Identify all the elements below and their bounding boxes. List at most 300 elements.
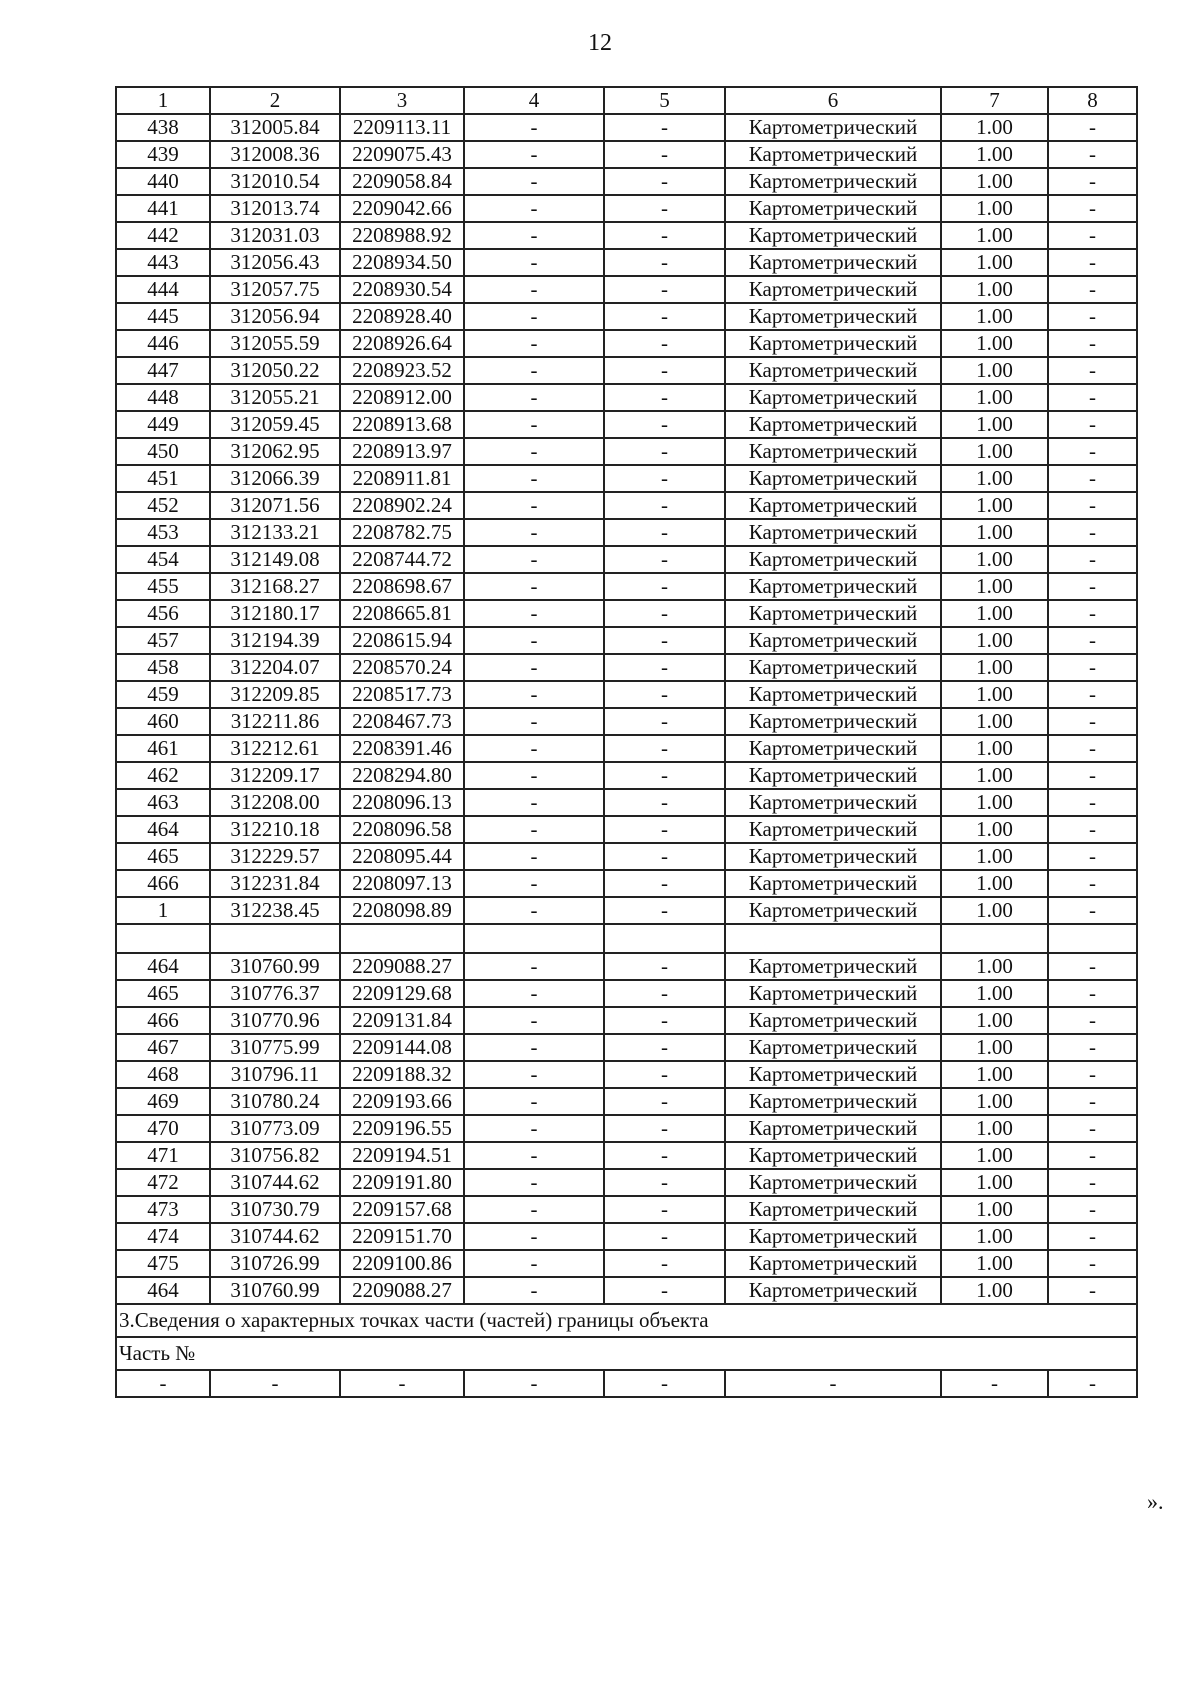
table-cell-col-4: - [464, 384, 604, 411]
table-cell-col-5: - [604, 870, 725, 897]
table-row [116, 330, 1137, 357]
table-body [116, 87, 1137, 1397]
table-cell-col-6: Картометрический [725, 141, 941, 168]
table-cell-col-3: 2208097.13 [340, 870, 464, 897]
table-cell-col-8: - [1048, 249, 1137, 276]
table-cell-col-5: - [604, 980, 725, 1007]
table-cell-col-6: Картометрический [725, 681, 941, 708]
table-cell-col-7: 1.00 [941, 816, 1048, 843]
part-cell-col-2: - [210, 1370, 340, 1397]
table-cell-col-5: - [604, 411, 725, 438]
table-row [116, 222, 1137, 249]
table-cell-col-2: 2 [210, 87, 340, 114]
table-cell-col-8: - [1048, 1142, 1137, 1169]
table-cell-col-8: - [1048, 600, 1137, 627]
table-header-row [116, 87, 1137, 114]
table-cell-col-4: - [464, 1169, 604, 1196]
table-cell-col-4: - [464, 1061, 604, 1088]
table-cell-col-8: - [1048, 1115, 1137, 1142]
table-cell-col-1: 452 [116, 492, 210, 519]
table-cell-col-3: 2208517.73 [340, 681, 464, 708]
table-cell-col-2: 310760.99 [210, 953, 340, 980]
table-cell-col-5: - [604, 1277, 725, 1304]
table-cell-col-6: Картометрический [725, 465, 941, 492]
table-cell-col-1 [116, 924, 210, 953]
table-cell-col-8: - [1048, 168, 1137, 195]
table-cell-col-1: 464 [116, 1277, 210, 1304]
table-cell-col-2: 312031.03 [210, 222, 340, 249]
table-cell-col-6: Картометрический [725, 762, 941, 789]
table-cell-col-1: 475 [116, 1250, 210, 1277]
table-cell-col-5: - [604, 1007, 725, 1034]
table-cell-col-7: 7 [941, 87, 1048, 114]
table-cell-col-7: 1.00 [941, 1142, 1048, 1169]
table-cell-col-1: 464 [116, 816, 210, 843]
table-row [116, 816, 1137, 843]
table-cell-col-4: - [464, 114, 604, 141]
table-cell-col-1: 459 [116, 681, 210, 708]
table-row [116, 1034, 1137, 1061]
table-cell-col-6: Картометрический [725, 708, 941, 735]
table-cell-col-1: 458 [116, 654, 210, 681]
table-row [116, 789, 1137, 816]
table-cell-col-2: 310756.82 [210, 1142, 340, 1169]
table-cell-col-4: - [464, 330, 604, 357]
table-cell-col-8: - [1048, 953, 1137, 980]
table-row [116, 465, 1137, 492]
table-cell-col-7: 1.00 [941, 222, 1048, 249]
table-cell-col-5: - [604, 1034, 725, 1061]
table-cell-col-8: - [1048, 1250, 1137, 1277]
table-cell-col-5: - [604, 303, 725, 330]
table-cell-col-1: 460 [116, 708, 210, 735]
table-cell-col-6 [725, 924, 941, 953]
table-cell-col-6: Картометрический [725, 1250, 941, 1277]
table-row [116, 573, 1137, 600]
table-cell-col-2: 312062.95 [210, 438, 340, 465]
table-cell-col-7: 1.00 [941, 276, 1048, 303]
table-cell-col-5: - [604, 735, 725, 762]
table-cell-col-3: 2209131.84 [340, 1007, 464, 1034]
table-cell-col-7: 1.00 [941, 357, 1048, 384]
table-cell-col-2: 312071.56 [210, 492, 340, 519]
table-row [116, 519, 1137, 546]
table-cell-col-8: - [1048, 330, 1137, 357]
table-cell-col-1: 453 [116, 519, 210, 546]
table-cell-col-8: - [1048, 762, 1137, 789]
table-cell-col-7: 1.00 [941, 546, 1048, 573]
table-cell-col-5: - [604, 1061, 725, 1088]
table-cell-col-3: 2208665.81 [340, 600, 464, 627]
table-cell-col-3: 2209157.68 [340, 1196, 464, 1223]
table-cell-col-8: - [1048, 1034, 1137, 1061]
table-cell-col-8: - [1048, 276, 1137, 303]
table-cell-col-4: - [464, 1142, 604, 1169]
table-cell-col-1: 449 [116, 411, 210, 438]
table-cell-col-6: Картометрический [725, 870, 941, 897]
table-cell-col-6: Картометрический [725, 1277, 941, 1304]
table-cell-col-8: - [1048, 816, 1137, 843]
table-cell-col-5: - [604, 708, 725, 735]
table-cell-col-4: - [464, 1223, 604, 1250]
table-cell-col-6: Картометрический [725, 573, 941, 600]
table-cell-col-3: 2208902.24 [340, 492, 464, 519]
table-cell-col-8: - [1048, 789, 1137, 816]
table-cell-col-7: 1.00 [941, 762, 1048, 789]
table-cell-col-4: - [464, 953, 604, 980]
table-cell-col-4: - [464, 654, 604, 681]
table-cell-col-7: 1.00 [941, 168, 1048, 195]
part-label: Часть № [116, 1337, 1137, 1370]
table-cell-col-1: 472 [116, 1169, 210, 1196]
table-cell-col-5: - [604, 195, 725, 222]
table-cell-col-8: - [1048, 411, 1137, 438]
table-row [116, 762, 1137, 789]
table-cell-col-2: 310796.11 [210, 1061, 340, 1088]
table-cell-col-2: 312005.84 [210, 114, 340, 141]
table-cell-col-1: 463 [116, 789, 210, 816]
table-cell-col-4: - [464, 627, 604, 654]
table-cell-col-3: 2209151.70 [340, 1223, 464, 1250]
table-cell-col-8: - [1048, 708, 1137, 735]
table-cell-col-7: 1.00 [941, 492, 1048, 519]
part-cell-col-4: - [464, 1370, 604, 1397]
table-cell-col-2: 310730.79 [210, 1196, 340, 1223]
table-cell-col-7: 1.00 [941, 1115, 1048, 1142]
table-cell-col-7: 1.00 [941, 141, 1048, 168]
table-cell-col-1: 439 [116, 141, 210, 168]
table-cell-col-2: 312008.36 [210, 141, 340, 168]
table-row [116, 546, 1137, 573]
table-cell-col-5: - [604, 438, 725, 465]
table-cell-col-2: 312180.17 [210, 600, 340, 627]
table-cell-col-4: - [464, 465, 604, 492]
table-cell-col-5: - [604, 816, 725, 843]
part-label-row [116, 1337, 1137, 1370]
table-cell-col-6: Картометрический [725, 276, 941, 303]
table-cell-col-3: 2208911.81 [340, 465, 464, 492]
table-cell-col-1: 461 [116, 735, 210, 762]
table-cell-col-8: - [1048, 1223, 1137, 1250]
table-cell-col-1: 448 [116, 384, 210, 411]
table-cell-col-4: - [464, 1007, 604, 1034]
table-cell-col-3: 2209113.11 [340, 114, 464, 141]
table-cell-col-8: - [1048, 735, 1137, 762]
table-cell-col-6: Картометрический [725, 843, 941, 870]
table-cell-col-7: 1.00 [941, 249, 1048, 276]
table-row [116, 1142, 1137, 1169]
table-cell-col-5: - [604, 276, 725, 303]
table-row [116, 1223, 1137, 1250]
table-cell-col-2: 312057.75 [210, 276, 340, 303]
table-cell-col-1: 466 [116, 870, 210, 897]
table-cell-col-6: Картометрический [725, 438, 941, 465]
table-cell-col-1: 454 [116, 546, 210, 573]
section-title-row [116, 1304, 1137, 1337]
table-cell-col-1: 446 [116, 330, 210, 357]
table-cell-col-5: - [604, 465, 725, 492]
table-cell-col-3: 2209194.51 [340, 1142, 464, 1169]
table-cell-col-3: 2208294.80 [340, 762, 464, 789]
table-cell-col-4: - [464, 357, 604, 384]
table-cell-col-7: 1.00 [941, 654, 1048, 681]
table-cell-col-1: 464 [116, 953, 210, 980]
table-cell-col-1: 440 [116, 168, 210, 195]
table-cell-col-3: 3 [340, 87, 464, 114]
table-cell-col-3: 2208096.13 [340, 789, 464, 816]
table-cell-col-4: - [464, 438, 604, 465]
table-cell-col-5: - [604, 492, 725, 519]
table-cell-col-4: - [464, 735, 604, 762]
table-cell-col-3: 2208098.89 [340, 897, 464, 924]
table-cell-col-4: - [464, 303, 604, 330]
table-cell-col-1: 465 [116, 980, 210, 1007]
table-cell-col-5: 5 [604, 87, 725, 114]
table-cell-col-2: 310775.99 [210, 1034, 340, 1061]
table-row [116, 168, 1137, 195]
table-cell-col-2: 312208.00 [210, 789, 340, 816]
table-cell-col-2: 310744.62 [210, 1169, 340, 1196]
table-cell-col-5: - [604, 600, 725, 627]
table-cell-col-1: 443 [116, 249, 210, 276]
table-cell-col-2: 310760.99 [210, 1277, 340, 1304]
table-cell-col-7: 1.00 [941, 330, 1048, 357]
table-cell-col-1: 465 [116, 843, 210, 870]
table-cell-col-6: Картометрический [725, 1034, 941, 1061]
table-cell-col-8: - [1048, 1007, 1137, 1034]
table-cell-col-6: Картометрический [725, 249, 941, 276]
table-row [116, 708, 1137, 735]
table-cell-col-2: 312149.08 [210, 546, 340, 573]
table-cell-col-8: - [1048, 303, 1137, 330]
table-cell-col-6: Картометрический [725, 1142, 941, 1169]
table-row [116, 1088, 1137, 1115]
table-cell-col-4: - [464, 870, 604, 897]
table-cell-col-1: 462 [116, 762, 210, 789]
table-cell-col-4: - [464, 519, 604, 546]
table-cell-col-8: - [1048, 897, 1137, 924]
table-cell-col-3: 2208934.50 [340, 249, 464, 276]
table-row [116, 384, 1137, 411]
table-cell-col-4: - [464, 1250, 604, 1277]
table-row [116, 1169, 1137, 1196]
table-cell-col-7: 1.00 [941, 1196, 1048, 1223]
table-cell-col-1: 450 [116, 438, 210, 465]
table-cell-col-3: 2209144.08 [340, 1034, 464, 1061]
table-cell-col-2: 310770.96 [210, 1007, 340, 1034]
table-cell-col-8: 8 [1048, 87, 1137, 114]
table-cell-col-8: - [1048, 843, 1137, 870]
table-cell-col-3: 2208923.52 [340, 357, 464, 384]
table-cell-col-4: - [464, 276, 604, 303]
table-cell-col-8: - [1048, 1196, 1137, 1223]
table-cell-col-2: 312229.57 [210, 843, 340, 870]
table-cell-col-8: - [1048, 438, 1137, 465]
table-row [116, 249, 1137, 276]
table-cell-col-1: 451 [116, 465, 210, 492]
table-cell-col-6: Картометрический [725, 980, 941, 1007]
table-cell-col-4: - [464, 546, 604, 573]
table-cell-col-5: - [604, 1088, 725, 1115]
table-cell-col-3: 2209100.86 [340, 1250, 464, 1277]
table-cell-col-7: 1.00 [941, 843, 1048, 870]
table-cell-col-5: - [604, 953, 725, 980]
table-cell-col-6: Картометрический [725, 1088, 941, 1115]
table-cell-col-5: - [604, 762, 725, 789]
table-cell-col-7: 1.00 [941, 708, 1048, 735]
table-row [116, 681, 1137, 708]
table-cell-col-5: - [604, 1250, 725, 1277]
table-cell-col-3: 2208928.40 [340, 303, 464, 330]
table-cell-col-2: 310773.09 [210, 1115, 340, 1142]
table-cell-col-2: 312209.85 [210, 681, 340, 708]
table-cell-col-3: 2209075.43 [340, 141, 464, 168]
table-row [116, 411, 1137, 438]
table-cell-col-5: - [604, 897, 725, 924]
table-cell-col-2: 312238.45 [210, 897, 340, 924]
table-cell-col-7: 1.00 [941, 980, 1048, 1007]
table-cell-col-4: - [464, 411, 604, 438]
table-cell-col-8: - [1048, 681, 1137, 708]
table-cell-col-6: Картометрический [725, 546, 941, 573]
table-cell-col-2: 312010.54 [210, 168, 340, 195]
table-cell-col-1: 457 [116, 627, 210, 654]
table-cell-col-2 [210, 924, 340, 953]
table-cell-col-3: 2208913.68 [340, 411, 464, 438]
table-cell-col-4: - [464, 222, 604, 249]
table-cell-col-8: - [1048, 573, 1137, 600]
table-cell-col-6: Картометрический [725, 519, 941, 546]
table-cell-col-1: 438 [116, 114, 210, 141]
table-cell-col-5: - [604, 519, 725, 546]
table-row [116, 870, 1137, 897]
table-cell-col-8: - [1048, 357, 1137, 384]
table-cell-col-8: - [1048, 870, 1137, 897]
table-cell-col-5: - [604, 789, 725, 816]
table-cell-col-1: 469 [116, 1088, 210, 1115]
table-cell-col-5: - [604, 654, 725, 681]
table-cell-col-8: - [1048, 980, 1137, 1007]
table-cell-col-5 [604, 924, 725, 953]
table-cell-col-8: - [1048, 195, 1137, 222]
table-cell-col-2: 312212.61 [210, 735, 340, 762]
table-cell-col-7: 1.00 [941, 195, 1048, 222]
table-cell-col-6: Картометрический [725, 816, 941, 843]
table-row [116, 627, 1137, 654]
table-cell-col-2: 312055.59 [210, 330, 340, 357]
table-cell-col-2: 312168.27 [210, 573, 340, 600]
table-cell-col-5: - [604, 546, 725, 573]
closing-quote: ». [1147, 1489, 1164, 1514]
table-cell-col-6: Картометрический [725, 735, 941, 762]
table-cell-col-2: 310780.24 [210, 1088, 340, 1115]
table-cell-col-1: 447 [116, 357, 210, 384]
table-row [116, 1115, 1137, 1142]
table-row [116, 438, 1137, 465]
table-cell-col-6: Картометрический [725, 1196, 941, 1223]
table-cell-col-3: 2209193.66 [340, 1088, 464, 1115]
table-cell-col-3: 2209129.68 [340, 980, 464, 1007]
table-cell-col-1: 1 [116, 897, 210, 924]
table-row [116, 897, 1137, 924]
table-cell-col-8: - [1048, 546, 1137, 573]
table-cell-col-4: - [464, 1115, 604, 1142]
table-cell-col-3: 2209191.80 [340, 1169, 464, 1196]
table-cell-col-8: - [1048, 654, 1137, 681]
table-cell-col-6: Картометрический [725, 953, 941, 980]
table-cell-col-6: Картометрический [725, 600, 941, 627]
table-cell-col-7: 1.00 [941, 411, 1048, 438]
table-cell-col-5: - [604, 384, 725, 411]
table-row [116, 1250, 1137, 1277]
table-row [116, 1277, 1137, 1304]
table-cell-col-4: - [464, 600, 604, 627]
table-cell-col-8: - [1048, 1088, 1137, 1115]
table-cell-col-2: 312059.45 [210, 411, 340, 438]
table-cell-col-3: 2208930.54 [340, 276, 464, 303]
table-row [116, 492, 1137, 519]
table-cell-col-4: - [464, 141, 604, 168]
table-cell-col-3: 2208698.67 [340, 573, 464, 600]
table-cell-col-2: 312013.74 [210, 195, 340, 222]
table-cell-col-6: Картометрический [725, 114, 941, 141]
coordinates-table [115, 86, 1138, 1398]
table-cell-col-6: Картометрический [725, 1061, 941, 1088]
table-cell-col-6: 6 [725, 87, 941, 114]
table-cell-col-6: Картометрический [725, 195, 941, 222]
table-cell-col-8: - [1048, 114, 1137, 141]
table-cell-col-7: 1.00 [941, 1169, 1048, 1196]
table-cell-col-2: 310726.99 [210, 1250, 340, 1277]
table-cell-col-2: 312231.84 [210, 870, 340, 897]
table-cell-col-7: 1.00 [941, 438, 1048, 465]
table-cell-col-1: 442 [116, 222, 210, 249]
table-cell-col-7: 1.00 [941, 519, 1048, 546]
table-cell-col-4: - [464, 1034, 604, 1061]
table-cell-col-7: 1.00 [941, 681, 1048, 708]
table-cell-col-6: Картометрический [725, 222, 941, 249]
table-cell-col-4: - [464, 681, 604, 708]
table-cell-col-7: 1.00 [941, 627, 1048, 654]
table-cell-col-2: 312194.39 [210, 627, 340, 654]
table-cell-col-5: - [604, 627, 725, 654]
table-cell-col-2: 312210.18 [210, 816, 340, 843]
table-cell-col-8: - [1048, 1061, 1137, 1088]
table-cell-col-4: 4 [464, 87, 604, 114]
table-cell-col-4: - [464, 843, 604, 870]
part-empty-row [116, 1370, 1137, 1397]
table-cell-col-1: 441 [116, 195, 210, 222]
table-cell-col-6: Картометрический [725, 1115, 941, 1142]
part-cell-col-8: - [1048, 1370, 1137, 1397]
section-title: 3.Сведения о характерных точках части (частей) границы объекта [116, 1304, 1137, 1337]
table-cell-col-7: 1.00 [941, 303, 1048, 330]
table-cell-col-8: - [1048, 222, 1137, 249]
part-cell-col-7: - [941, 1370, 1048, 1397]
table-cell-col-7: 1.00 [941, 1034, 1048, 1061]
part-cell-col-5: - [604, 1370, 725, 1397]
table-cell-col-5: - [604, 1223, 725, 1250]
table-cell-col-4: - [464, 573, 604, 600]
table-row [116, 195, 1137, 222]
table-row [116, 1061, 1137, 1088]
table-cell-col-4: - [464, 897, 604, 924]
table-cell-col-2: 312204.07 [210, 654, 340, 681]
table-separator-row [116, 924, 1137, 953]
table-cell-col-8: - [1048, 627, 1137, 654]
table-cell-col-2: 310776.37 [210, 980, 340, 1007]
table-cell-col-7: 1.00 [941, 1250, 1048, 1277]
